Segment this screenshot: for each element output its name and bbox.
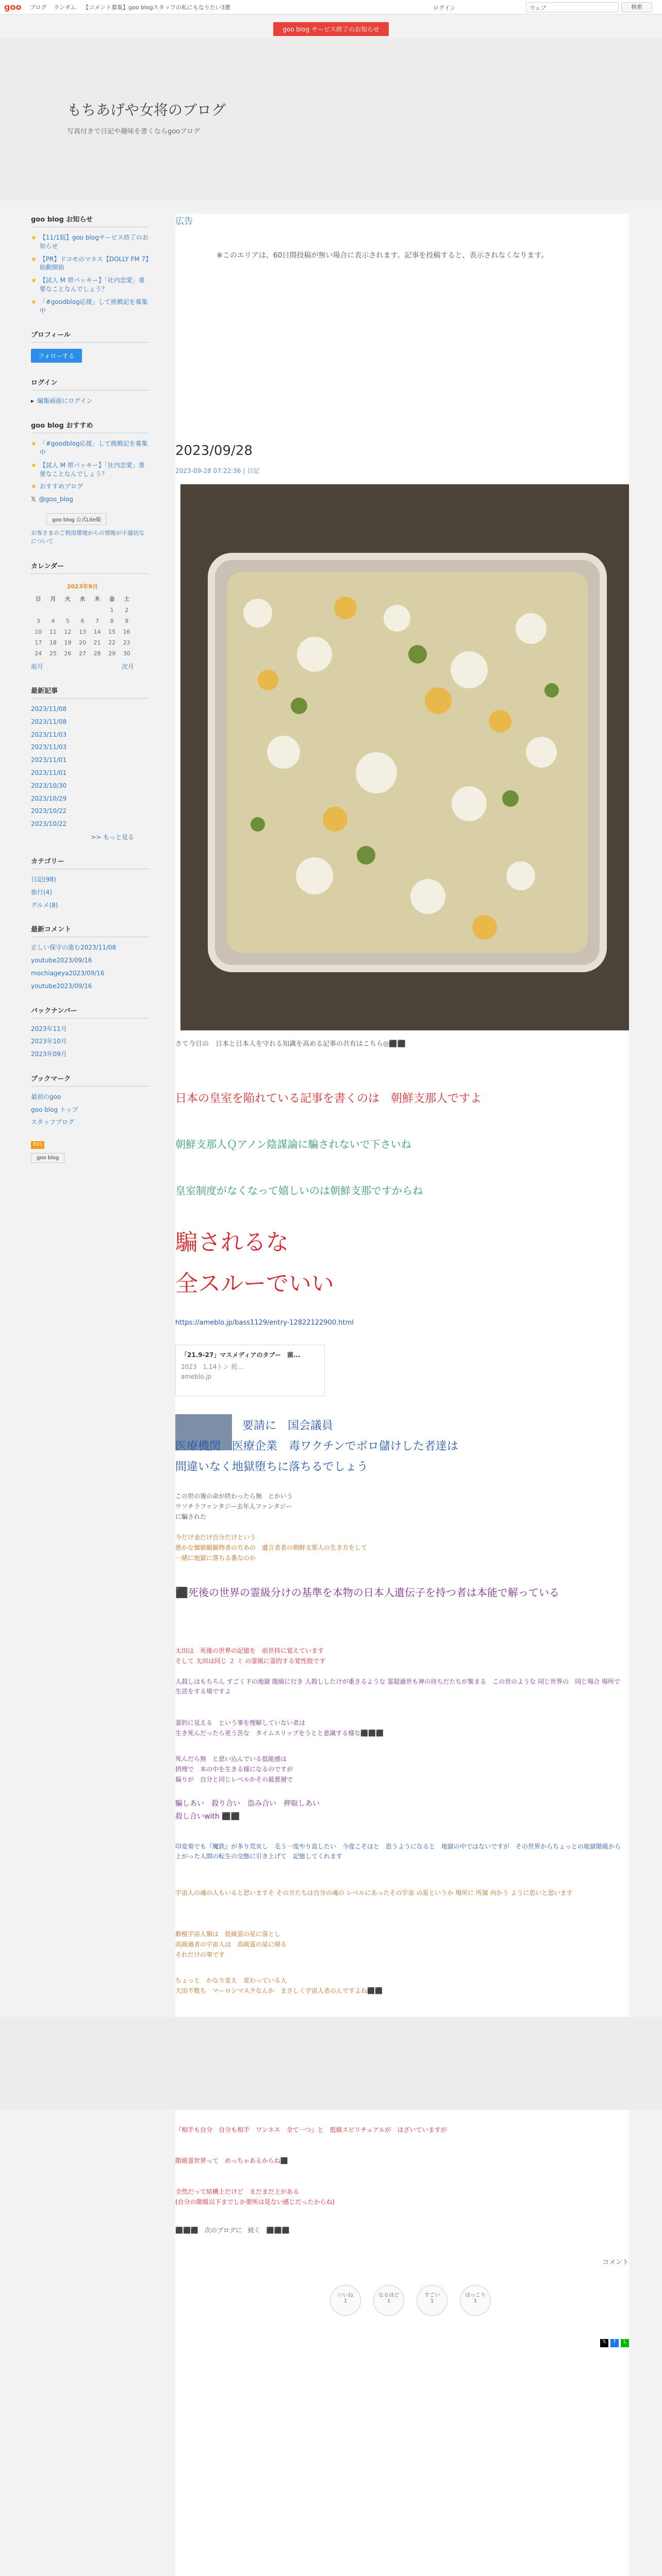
calendar-day: 30 <box>123 650 130 657</box>
service-notice <box>0 21 662 37</box>
top-bar <box>0 0 662 14</box>
entry-line: 皇室制度がなくなって嬉しいのは朝鮮支那ですからね <box>175 1184 423 1197</box>
calendar-day: 11 <box>49 628 57 635</box>
reaction-hokkori[interactable] <box>460 2285 491 2316</box>
entry-line: それだけの事です <box>175 1951 225 1958</box>
news-item[interactable]: 【試人 M 帯パッキー】「社内恋愛」重要なことなんでしょう？ <box>39 277 145 293</box>
calendar-day: 2 <box>125 606 129 614</box>
calendar-day: 12 <box>64 628 72 635</box>
login-icon: ▸ <box>31 397 35 405</box>
share-icons <box>600 2339 629 2347</box>
entry-line: 間違いなく地獄堕ちに落ちるでしょう <box>175 1461 368 1473</box>
comment-item[interactable]: youtube2023/09/16 <box>31 957 92 964</box>
reaction-bar <box>330 2285 491 2316</box>
goo-logo[interactable]: goo <box>4 2 22 12</box>
calendar-day: 20 <box>78 639 86 646</box>
entry-line: 階級霊世界って めっちゃあるからね⬛ <box>175 2157 288 2164</box>
reaction-count: 1 <box>430 2298 434 2304</box>
lite-badge[interactable]: goo blog 公式Lite版 <box>46 513 107 525</box>
recent-item[interactable]: 2023/11/01 <box>31 769 67 776</box>
entry-headline: 騙されるな <box>175 1229 289 1256</box>
reaction-count: 1 <box>387 2298 391 2304</box>
entry-line: 殺し合いwith ⬛⬛ <box>175 1812 240 1821</box>
reaction-sugoi[interactable] <box>417 2285 448 2316</box>
entry-date: 2023/09/28 <box>175 443 253 459</box>
calendar-head: 火 <box>64 595 71 602</box>
entry-line: 大田不数ち マーロンマスクなんか まさしく宇宙人者のんですよね⬛⬛ <box>175 1987 383 1994</box>
search-input[interactable]: ウェブ <box>526 2 619 12</box>
calendar-day: 7 <box>95 617 100 624</box>
calendar-day: 28 <box>93 650 101 657</box>
reaction-label: いいね <box>338 2293 353 2298</box>
entry-headline: 全スルーでいい <box>175 1270 334 1297</box>
calendar-day: 21 <box>93 639 101 646</box>
calendar-day: 18 <box>49 639 57 646</box>
calendar-title: カレンダー <box>31 561 150 574</box>
star-icon: ★ <box>31 277 37 284</box>
news-item[interactable]: 【PR】ドコモのマネス【DOLLY FM 7】始動開始 <box>39 255 149 272</box>
entry-line: 愚かな価値観観物者の方あの 遺言者者の朝鮮支那人の生き方をして <box>175 1544 368 1551</box>
calendar-next[interactable]: 次月 <box>121 663 134 670</box>
sidebar-login <box>31 377 150 405</box>
calendar-day <box>90 605 105 616</box>
entry-line: そして 太田は同じ ２ ミ の霊級に霊的する覚性肢です <box>175 1657 326 1665</box>
calendar-day: 17 <box>35 639 42 646</box>
blog-title[interactable]: もちあげや女将のブログ <box>67 101 226 118</box>
nav-blog[interactable]: ブログ <box>29 4 47 11</box>
entry-line: 騙しあい 殺り合い 盗み合い 押取しあい <box>175 1800 320 1808</box>
calendar-day <box>46 605 61 616</box>
calendar-head: 日 <box>35 595 41 602</box>
profile-title: プロフィール <box>31 329 150 343</box>
sidebar-news-title: goo blog お知らせ <box>31 214 150 227</box>
entry-line: この世の後の命が終わったら無 とかいう <box>175 1493 293 1500</box>
reaction-label: すごい <box>424 2293 440 2298</box>
backnumber-title: バックナンバー <box>31 1005 150 1019</box>
comment-link[interactable]: コメント <box>602 2259 629 2266</box>
backnumber-item[interactable]: 2023年10月 <box>31 1038 67 1045</box>
recent-title: 最新記事 <box>31 685 150 699</box>
entry-line: 人殺しはもちろん すごく下の地獄 階級に行き 人殺ししたけが重さるような 霊超過世も神の待ちだたちが集まる この世のような 同じ世界の 同じ場合 場所で 生活をする場ですよ <box>175 1678 620 1696</box>
calendar-day <box>60 605 75 616</box>
star-icon: ★ <box>31 483 37 490</box>
calendar-day: 26 <box>64 650 72 657</box>
entry-line: 日本の皇室を陥れている記事を書くのは 朝鮮支那人ですよ <box>175 1092 482 1105</box>
reaction-count: 1 <box>343 2298 347 2304</box>
backnumber-item[interactable]: 2023年09月 <box>31 1050 67 1058</box>
entry-heading: ⬛死後の世界の霊級分けの基準を本物の日本人遺伝子を持つ者は本能で解っている <box>175 1586 559 1599</box>
follow-button[interactable]: フォローする <box>31 349 82 363</box>
calendar-day: 4 <box>51 617 55 624</box>
main-content <box>175 214 629 2576</box>
recommend-item[interactable]: 「#goodblog応援」して挑戦記を募集中 <box>39 440 148 456</box>
category-item[interactable]: 旅行(4) <box>31 888 52 896</box>
reaction-label: なるほど <box>378 2293 399 2298</box>
star-icon: ★ <box>31 298 37 306</box>
goo-blog-badge[interactable]: goo blog <box>31 1153 64 1163</box>
recent-item[interactable]: 2023/11/01 <box>31 756 67 764</box>
service-end-notice-link[interactable]: goo blog サービス終了のお知らせ <box>273 22 388 36</box>
mid-band <box>0 2017 662 2110</box>
rss-icon[interactable]: RSS <box>31 1141 44 1149</box>
entry-line: 高級過者の宇宙人は 高級霊の星に帰る <box>175 1941 287 1948</box>
nav-random[interactable]: ランダム <box>53 4 76 11</box>
calendar-day: 3 <box>36 617 40 624</box>
ad-notice: ※このエリアは、60日間投稿が無い場合に表示されます。記事を投稿すると、表示されなくなります。 <box>217 251 549 260</box>
calendar-caption: 2023年9月 <box>67 583 98 590</box>
calendar-head: 土 <box>124 595 130 602</box>
sidebar-recommend <box>31 420 150 546</box>
login-title: ログイン <box>31 377 150 391</box>
recent-item[interactable]: 2023/11/08 <box>31 718 67 725</box>
category-item[interactable]: 日記(98) <box>31 875 56 883</box>
recommend-title: goo blog おすすめ <box>31 420 150 433</box>
ad-label: 広告 <box>175 216 193 227</box>
entry-line: 要請に 国会議員 <box>242 1419 334 1432</box>
entry-line: 摂理で 本の中を生きる様になるのですが <box>175 1766 293 1773</box>
x-share-icon[interactable]: 𝕏 <box>600 2339 608 2347</box>
calendar-day: 23 <box>123 639 130 646</box>
editor-login-link[interactable]: 編集画面にログイン <box>37 397 93 405</box>
calendar-day <box>75 605 90 616</box>
sidebar-categories <box>31 856 150 909</box>
calendar-day: 22 <box>108 639 116 646</box>
sidebar-calendar <box>31 561 150 671</box>
entry-line: 朝鮮支那人Ｑアノン陰謀論に騙されないで下さいね <box>175 1138 411 1150</box>
calendar-day: 6 <box>80 617 85 624</box>
embed-card[interactable] <box>175 1345 325 1396</box>
calendar-day: 1 <box>110 606 114 614</box>
line-share-icon[interactable]: L <box>621 2339 629 2347</box>
entry-line: ウソチラファンタジー去年人ファンタジー <box>175 1503 292 1510</box>
calendar-prev[interactable]: 前月 <box>31 663 44 670</box>
recommend-item[interactable]: おすすめブログ <box>39 483 83 490</box>
comment-item[interactable]: 正しい保守の進む2023/11/08 <box>31 944 117 952</box>
sidebar-comments <box>31 924 150 990</box>
entry-line: 太田は 死後の世界の記憶を 前世持に覚えています <box>175 1647 324 1654</box>
entry-line: 『相手も自分 自分も相手 ワンネス 全て一つ』と 低級スピリチュアルが ほざいていますが <box>175 2126 447 2133</box>
calendar-day: 25 <box>49 650 57 657</box>
calendar-day: 19 <box>64 639 72 646</box>
news-item[interactable]: 【11/1版】goo blogサービス終了のお知らせ <box>39 234 148 250</box>
star-icon: ★ <box>31 440 37 448</box>
embed-title: 「21.9-27」マスメディアのタブー 菌... <box>181 1351 301 1359</box>
entry-line: 一緒に地獄に落ちる番なのか <box>175 1554 256 1562</box>
reaction-naruhodo[interactable] <box>373 2285 404 2316</box>
entry-meta[interactable]: 2023-09-28 07:22:36 | 日記 <box>175 467 260 474</box>
calendar-day: 15 <box>108 628 116 635</box>
calendar-head: 水 <box>79 595 86 602</box>
star-icon: ★ <box>31 234 37 241</box>
sidebar-recent <box>31 685 150 841</box>
star-icon: ★ <box>31 461 37 469</box>
sidebar <box>31 214 150 1177</box>
recent-more-link[interactable]: >> もっと見る <box>91 833 134 841</box>
blog-subtitle: 写真付きで日記や趣味を書くならgooブログ <box>67 128 201 135</box>
embed-text: 2023 1,14トン 掲... <box>181 1363 243 1370</box>
sidebar-bookmarks <box>31 1073 150 1127</box>
sidebar-news <box>31 214 150 315</box>
recommend-item[interactable]: 【試人 M 帯パッキー】「社内恋愛」重要なことなんでしょう？ <box>39 461 145 478</box>
entry-line: 全然だって結構上だけど まだまだ上がある <box>175 2188 300 2195</box>
entry-photo[interactable] <box>180 484 629 1030</box>
recent-item[interactable]: 2023/10/22 <box>31 807 67 815</box>
entry-line: 今だけ金だけ自分だけという <box>175 1534 256 1541</box>
entry-line: ちょっと かなり変え 変わっている人 <box>175 1977 287 1984</box>
star-icon: ★ <box>31 255 37 263</box>
calendar-day: 8 <box>110 617 114 624</box>
comment-title: 最新コメント <box>31 924 150 937</box>
facebook-share-icon[interactable]: f <box>610 2339 619 2347</box>
calendar-day: 24 <box>35 650 42 657</box>
entry-line: 偏りが 自分と同じレベルかその最悪層で <box>175 1776 293 1783</box>
recommend-item[interactable]: @goo_blog <box>39 496 73 503</box>
embed-site: ameblo.jp <box>181 1373 212 1380</box>
entry-line: (自分の階級以下までしか要所は見ない感じだったからね) <box>175 2198 335 2206</box>
calendar-head: 木 <box>94 595 101 602</box>
bookmark-item[interactable]: goo blog トップ <box>31 1106 78 1113</box>
blog-header <box>0 37 662 201</box>
calendar-head: 月 <box>50 595 56 602</box>
bookmark-item[interactable]: 最初のgoo <box>31 1093 61 1100</box>
category-item[interactable]: グルメ(8) <box>31 901 58 909</box>
recent-item[interactable]: 2023/10/29 <box>31 794 67 802</box>
recent-item[interactable]: 2023/10/22 <box>31 820 67 828</box>
entry-link[interactable]: https://ameblo.jp/bass1129/entry-12822122900.html <box>175 1319 354 1327</box>
calendar-day: 5 <box>65 617 70 624</box>
entry-line: 印変奏でも『魔鉄』が多り荒亥し 毛う一度やり直したい 今度こそはと 思うようになると 地獄の中ではないですが その世界からちょっとの地獄階級から上がった人間の転生の交態に引き上げて 記憶してくれます <box>175 1843 621 1860</box>
bookmark-item[interactable]: スタッフブログ <box>31 1118 75 1126</box>
top-nav <box>29 3 235 11</box>
calendar-day: 29 <box>108 650 116 657</box>
calendar-day: 14 <box>93 628 101 635</box>
nav-comment-campaign[interactable]: 【コメント募集】goo blogスタッフの私にもなりたい3選 <box>83 4 230 11</box>
sidebar-backnumber <box>31 1005 150 1059</box>
bookmark-title: ブックマーク <box>31 1073 150 1087</box>
calendar-day <box>31 605 46 616</box>
entry-line: 霊的に見える という事を理解していない者は <box>175 1719 306 1726</box>
login-link[interactable]: ログイン <box>433 5 456 11</box>
category-title: カテゴリー <box>31 856 150 869</box>
entry-line: 動植字宙人類は 低級霊の星に落とし <box>175 1930 281 1938</box>
reaction-label: ほっこり <box>465 2293 486 2298</box>
entry-caption: さて今日の 日本と日本人を守れる知識を高める記事の共有はこちら◎⬛⬛ <box>175 1040 406 1048</box>
x-icon: 𝕏 <box>31 496 36 503</box>
calendar <box>31 580 134 659</box>
news-item[interactable]: 「#goodblog応援」して挑戦記を募集中 <box>39 298 148 314</box>
calendar-head: 金 <box>109 595 115 602</box>
entry-line: 医療機関 医療企業 毒ワクチンでボロ儲けした者達は <box>175 1440 458 1453</box>
comment-item[interactable]: youtube2023/09/16 <box>31 982 92 990</box>
reaction-like[interactable] <box>330 2285 361 2316</box>
environment-note[interactable]: お客さまのご利用環境からの情報が不適切なについて <box>31 529 144 545</box>
calendar-day: 27 <box>78 650 86 657</box>
search-button[interactable]: 検索 <box>621 2 652 12</box>
entry-line: に騙された <box>175 1513 207 1520</box>
backnumber-item[interactable]: 2023年11月 <box>31 1025 67 1032</box>
calendar-day: 13 <box>78 628 86 635</box>
comment-item[interactable]: mochiageya2023/09/16 <box>31 969 105 977</box>
entry-line: 宇宙人の魂の人もいると思いますそ その方たちは自分の魂の レベルにあったその宇宙 の星というか 場所に 所属 向かう ように思いと思います <box>175 1889 573 1896</box>
recent-item[interactable]: 2023/11/03 <box>31 743 67 751</box>
entry-line: 生き死んだったら更う苦な タイムスリップをうとと意識する様な⬛⬛⬛ <box>175 1730 384 1737</box>
food-container-photo <box>180 484 629 1030</box>
sidebar-profile <box>31 329 150 363</box>
recent-item[interactable]: 2023/11/03 <box>31 731 67 738</box>
calendar-day: 10 <box>35 628 42 635</box>
recent-item[interactable]: 2023/10/30 <box>31 782 67 789</box>
sidebar-rss <box>31 1141 150 1163</box>
recent-item[interactable]: 2023/11/08 <box>31 705 67 713</box>
calendar-day: 9 <box>125 617 129 624</box>
entry-line: 死んだら無 と思い込んでいる低能感は <box>175 1755 287 1762</box>
calendar-day: 16 <box>123 628 130 635</box>
reaction-count: 1 <box>473 2298 477 2304</box>
entry-line: ⬛⬛⬛ 次のブログに 続く ⬛⬛⬛ <box>175 2227 290 2234</box>
